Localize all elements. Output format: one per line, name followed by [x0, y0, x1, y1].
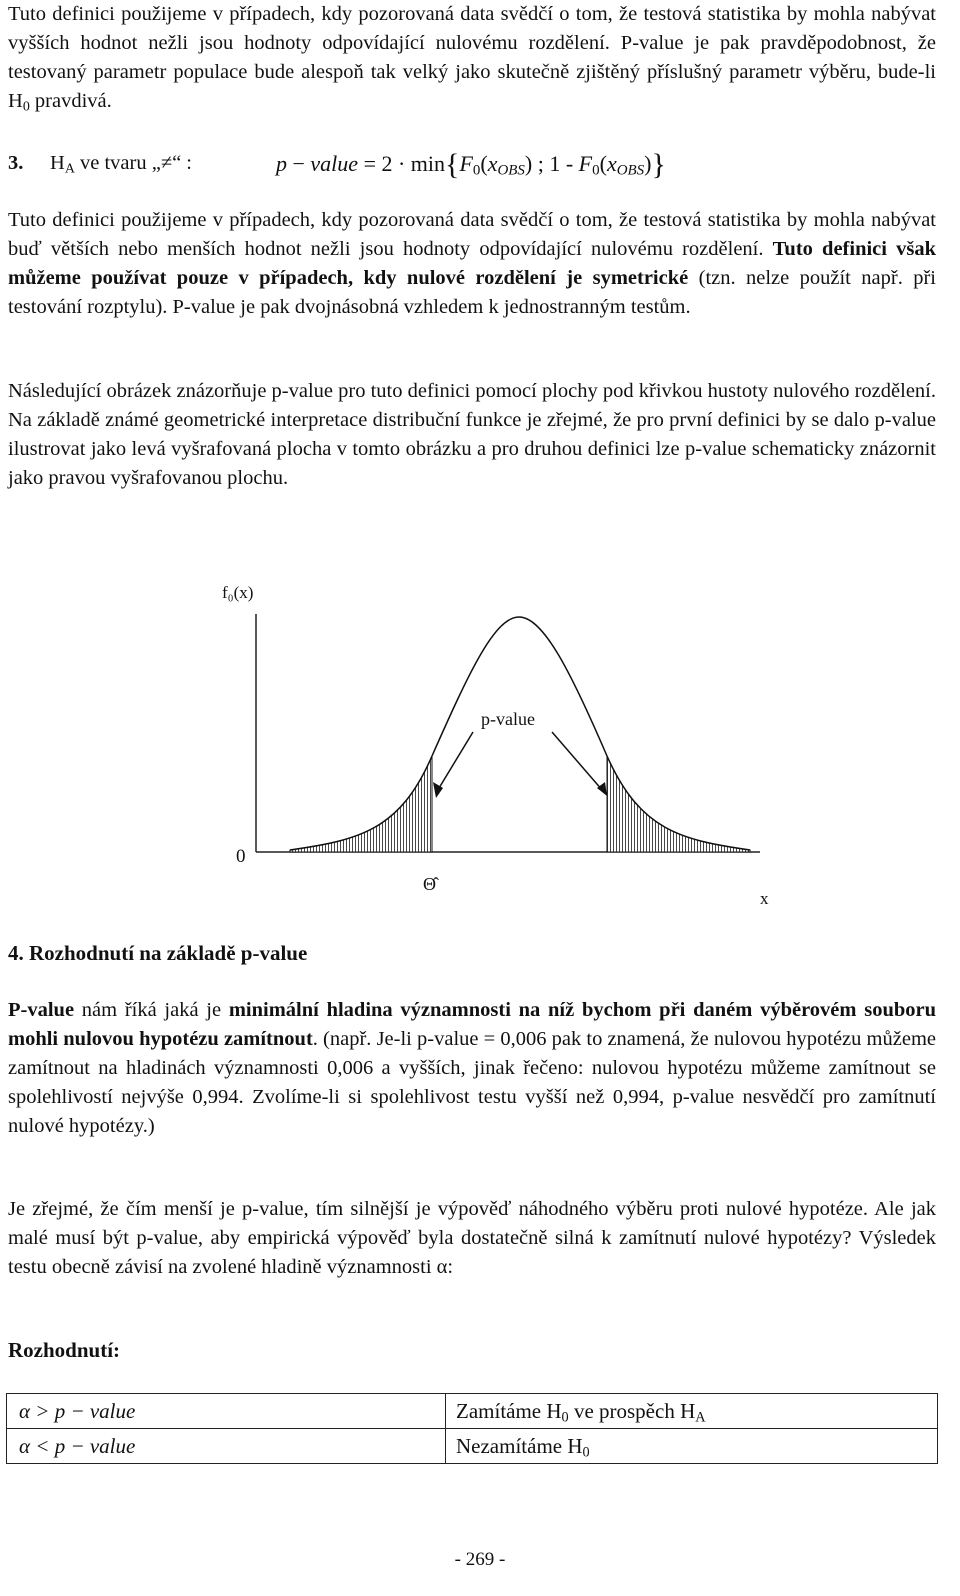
alternative-hypothesis-label: $H_A$ ve tvaru „≠“ :: [50, 152, 193, 177]
p-value-formula: p − value = $2 \cdot \min\{F_0(x_{OBS})$ ; $1 - F_0(x_{OBS})$}: [276, 148, 666, 181]
table-row: [7, 1394, 938, 1429]
p-value-explanation: P-value nám říká jaká je minimální hladina významnosti na níž bychom při daném výběrovém souboru mohli nulovou hypotézu zamítnout. (např. Je-li p-value = 0,006 pak to znamená, že nulovou hypotézu můžeme zamítnout na hladinách významnosti 0,006 a vyšších, jinak řečeno: nulovou hypotézu můžeme zamítnout se spolehlivostí nejvýše 0,994. Zvolíme-li si spolehlivost testu vyšší než 0,994, p-value nesvědčí pro zamítnutí nulové hypotézy.): [8, 999, 937, 1137]
decision-condition: α > p − value: [7, 1394, 446, 1429]
decision-table: [6, 1393, 938, 1464]
page-number: - 269 -: [454, 1549, 506, 1570]
decision-heading: Rozhodnutí:: [8, 1338, 121, 1362]
density-plot: [0, 570, 960, 920]
case-number: 3.: [8, 152, 24, 174]
left-arrow: [436, 732, 473, 793]
density-curve: [290, 617, 750, 850]
right-arrow: [552, 732, 603, 791]
p-value-annotation: p-value: [481, 709, 535, 729]
decision-result: Zamítáme $H_0$ ve prospěch $H_A$: [446, 1394, 938, 1429]
theta-hat-label: Θ̂: [423, 874, 436, 894]
x-axis-label: x: [760, 889, 769, 908]
table-row: [7, 1429, 938, 1464]
density-figure: [0, 570, 960, 920]
decision-result: Nezamítáme $H_0$: [446, 1429, 938, 1464]
intro-paragraph: Tuto definici použijeme v případech, kdy pozorovaná data svědčí o tom, že testová statistika by mohla nabývat vyšších hodnot nežli jsou hodnoty odpovídající nulovému rozdělení. P-value je pak pravděpodobnost, že testovaný parametr populace bude alespoň tak velký jako skutečně zjištěný příslušný parametr výběru, bude-li $H_0$ pravdivá.: [8, 3, 936, 115]
section-heading: 4. Rozhodnutí na základě p-value: [8, 941, 308, 965]
right-arrow-head: [597, 782, 607, 796]
left-tail-area: [290, 756, 432, 852]
case3-line: [8, 148, 936, 188]
origin-label: 0: [236, 846, 246, 867]
decision-condition: α < p − value: [7, 1429, 446, 1464]
significance-paragraph: Je zřejmé, že čím menší je p-value, tím silnější je výpověď náhodného výběru proti nulové hypotéze. Ale jak malé musí být p-value, aby empirická výpověď byla dostatečně silná k zamítnutí nulové hypotézy? Výsledek testu obecně závisí na zvolené hladině významnosti α:: [8, 1198, 936, 1278]
two-sided-definition: Tuto definici použijeme v případech, kdy pozorovaná data svědčí o tom, že testová statistika by mohla nabývat buď větších nebo menších hodnot nežli jsou hodnoty odpovídající nulovému rozdělení. Tuto definici však můžeme používat pouze v případech, kdy nulové rozdělení je symetrické (tzn. nelze použít např. při testování rozptylu). P-value je pak dvojnásobná vzhledem k jednostranným testům.: [8, 209, 937, 318]
y-axis-label: f₀(x): [222, 583, 254, 602]
figure-description: Následující obrázek znázorňuje p-value pro tuto definici pomocí plochy pod křivkou hustoty nulového rozdělení. Na základě známé geometrické interpretace distribuční funkce je zřejmé, že pro první definici by se dalo p-value ilustrovat jako levá vyšrafovaná plocha v tomto obrázku a pro druhou definici lze p-value schematicky znázornit jako pravou vyšrafovanou plochu.: [8, 380, 936, 489]
right-tail-area: [607, 756, 750, 852]
